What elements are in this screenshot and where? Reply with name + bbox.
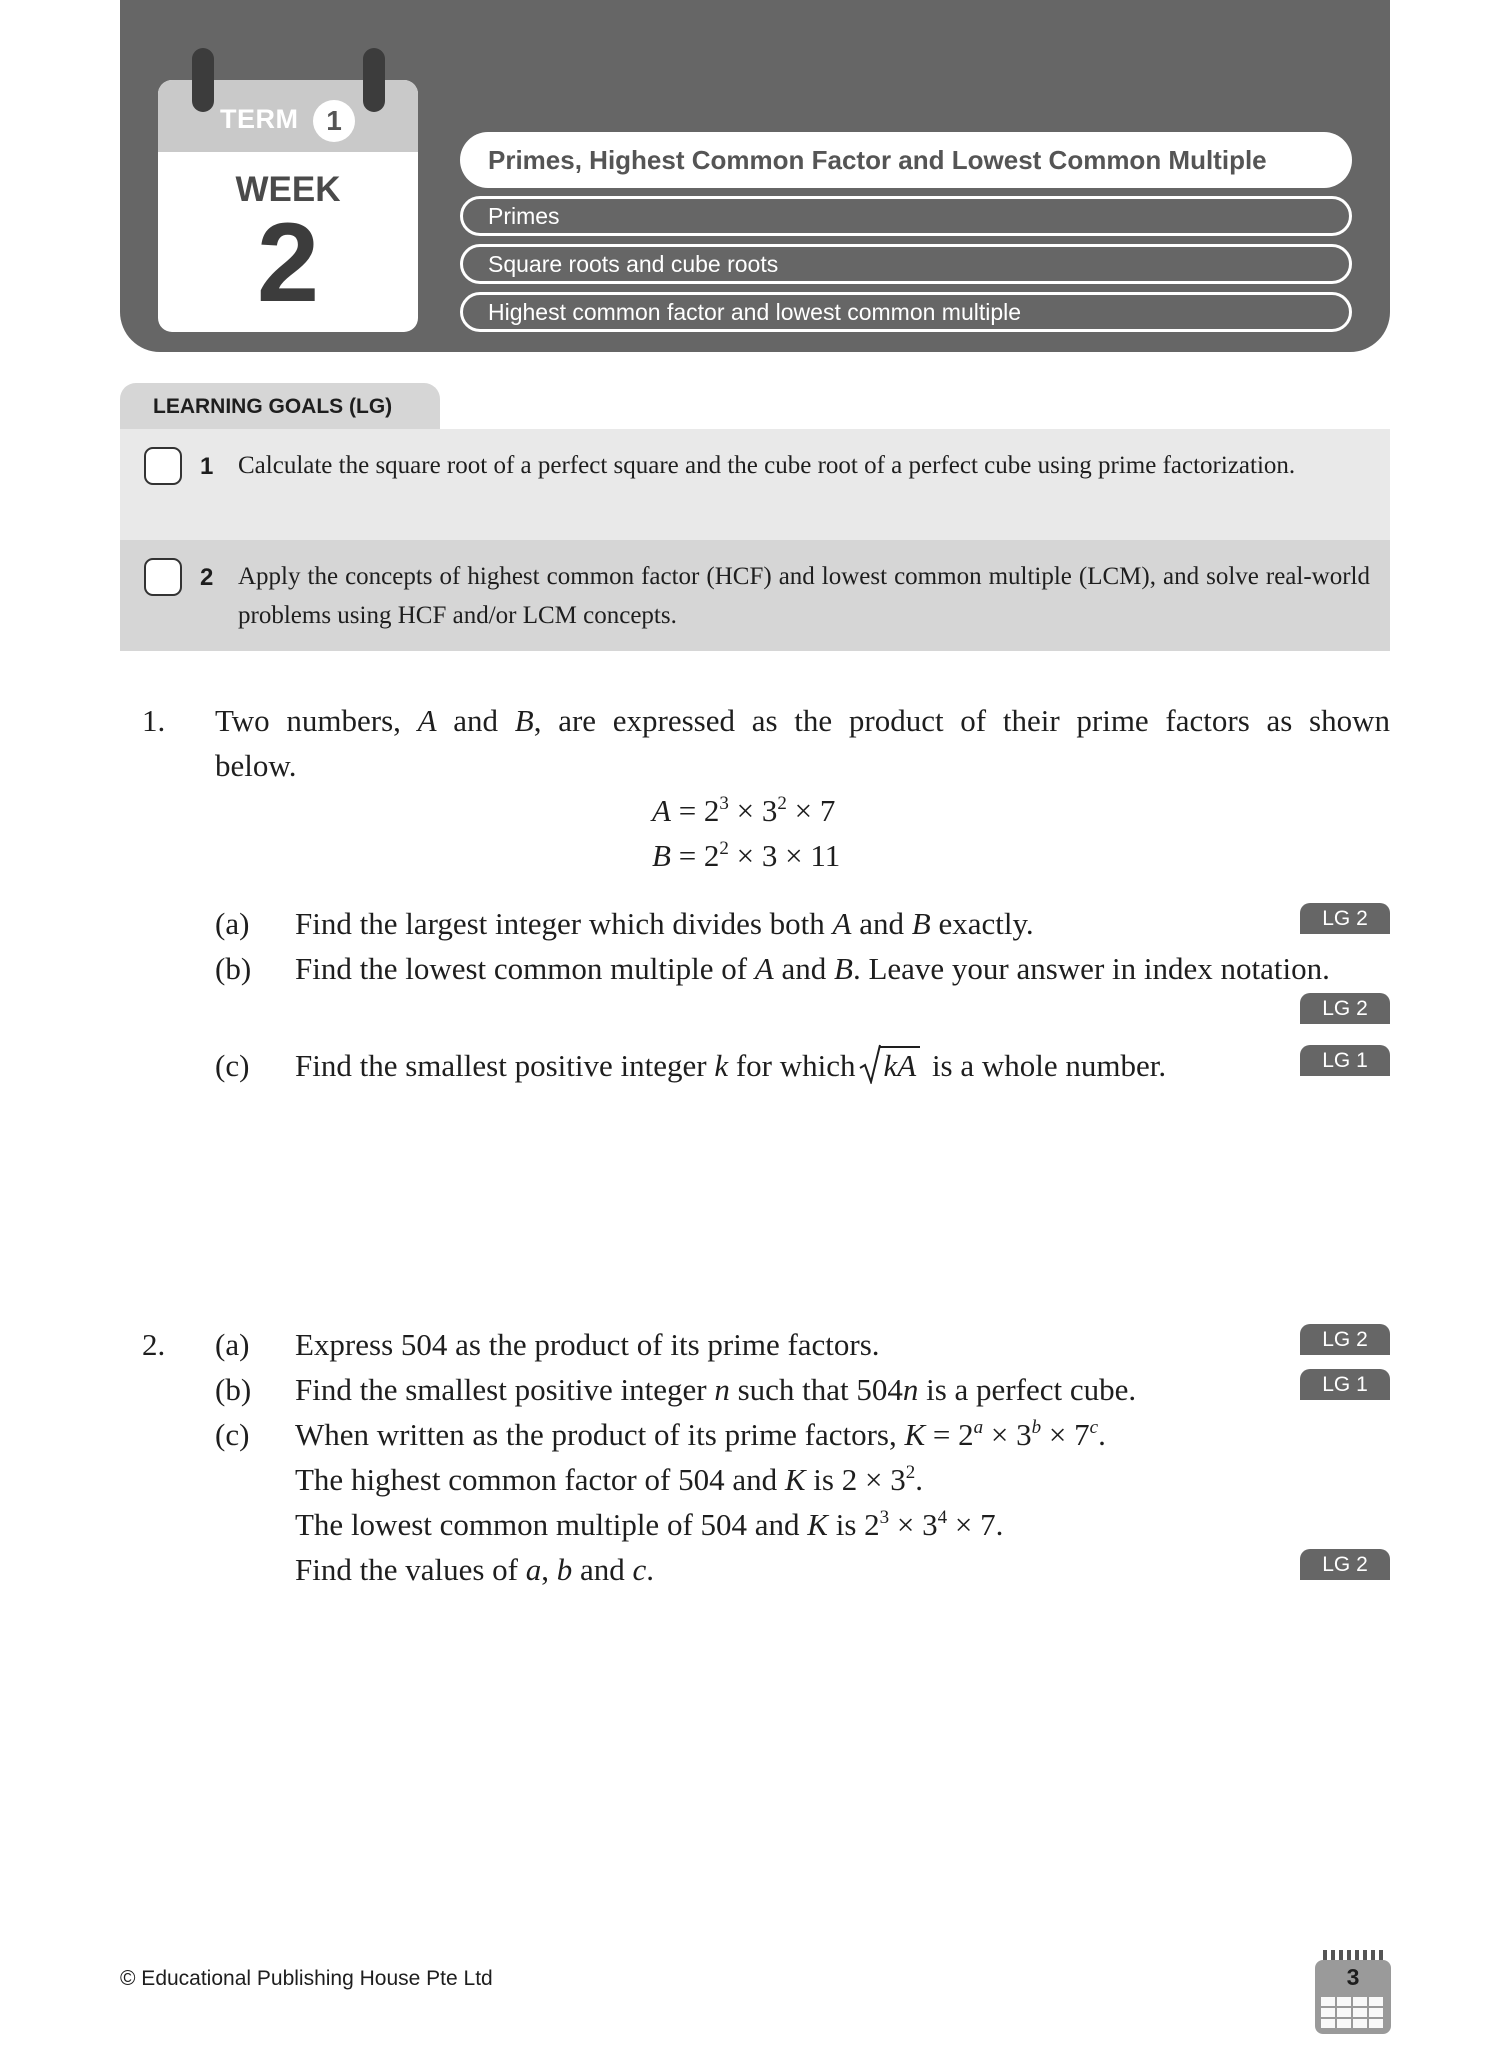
part-text: Find the largest integer which divides both A and B exactly. [295, 906, 1034, 941]
part-text-line: The highest common factor of 504 and K is $2 \times 3^2$. [295, 1462, 923, 1497]
calendar-grid-lines [1321, 1996, 1385, 2028]
goal-checkbox[interactable] [144, 558, 182, 596]
question-number: 2. [142, 1327, 166, 1362]
calendar-ring-icon [192, 48, 214, 112]
calendar-card [158, 80, 418, 332]
lg-badge: LG 2 [1300, 993, 1390, 1024]
learning-goal-row [120, 429, 1390, 540]
part-label: (c) [215, 1417, 250, 1452]
copyright-text: © Educational Publishing House Pte Ltd [120, 1967, 493, 1990]
learning-goal-row [120, 540, 1390, 651]
lg-badge: LG 2 [1300, 1549, 1390, 1580]
part-label: (b) [215, 1372, 252, 1407]
topic-title: Primes, Highest Common Factor and Lowest Common Multiple [460, 132, 1352, 188]
week-number: 2 [256, 200, 320, 325]
page-number: 3 [1346, 1964, 1360, 1990]
question-stem-continued: below. [215, 748, 297, 783]
part-text-line: Find the values of a, b and c. [295, 1552, 655, 1587]
part-text: Express 504 as the product of its prime factors. [295, 1327, 880, 1362]
goal-checkbox[interactable] [144, 447, 182, 485]
subtopic-pill: Primes [460, 196, 1352, 236]
part-text-line: The lowest common multiple of 504 and K is $2^3 \times 3^4 \times 7$. [295, 1507, 1004, 1542]
part-label: (a) [215, 1327, 250, 1362]
page-number-badge [1315, 1950, 1391, 2034]
part-text: Find the lowest common multiple of A and B. Leave your answer in index notation. [295, 951, 1330, 986]
goal-number: 2 [200, 564, 214, 591]
term-label: TERM [220, 104, 299, 134]
term-number: 1 [313, 100, 355, 142]
goal-text: Apply the concepts of highest common factor (HCF) and lowest common multiple (LCM), and solve real-world problems using HCF and/or LCM concepts. [238, 563, 1370, 629]
subtopic-pill: Highest common factor and lowest common multiple [460, 292, 1352, 332]
calendar-ring-icon [363, 48, 385, 112]
equation-b: $B = 2^2 \times 3 \times 11$ [652, 838, 841, 873]
part-text: Find the smallest positive integer n such that 504n is a perfect cube. [295, 1372, 1137, 1407]
goal-number: 1 [200, 453, 214, 480]
subtopic-pill: Square roots and cube roots [460, 244, 1352, 284]
week-label: WEEK [235, 170, 341, 209]
lg-badge: LG 2 [1300, 1324, 1390, 1355]
part-text: Find the smallest positive integer k for which kA is a whole number. [295, 1043, 1166, 1088]
part-label: (c) [215, 1048, 250, 1083]
part-text-line: When written as the product of its prime factors, $K = 2^a \times 3^b \times 7^c$. [295, 1417, 1106, 1452]
question-stem: Two numbers, A and B, are expressed as the product of their prime factors as shown [215, 703, 1390, 738]
equation-a: $A = 2^3 \times 3^2 \times 7$ [652, 793, 836, 828]
lg-badge: LG 1 [1300, 1045, 1390, 1076]
learning-goals-heading: LEARNING GOALS (LG) [120, 383, 440, 429]
header-banner [120, 0, 1390, 352]
lg-badge: LG 1 [1300, 1369, 1390, 1400]
part-label: (a) [215, 906, 250, 941]
goal-text: Calculate the square root of a perfect square and the cube root of a perfect cube using prime factorization. [238, 452, 1296, 479]
lg-badge: LG 2 [1300, 903, 1390, 934]
part-label: (b) [215, 951, 252, 986]
calendar-binding-icon [1323, 1950, 1383, 1960]
square-root-icon: kA [861, 1043, 920, 1088]
question-number: 1. [142, 703, 166, 738]
